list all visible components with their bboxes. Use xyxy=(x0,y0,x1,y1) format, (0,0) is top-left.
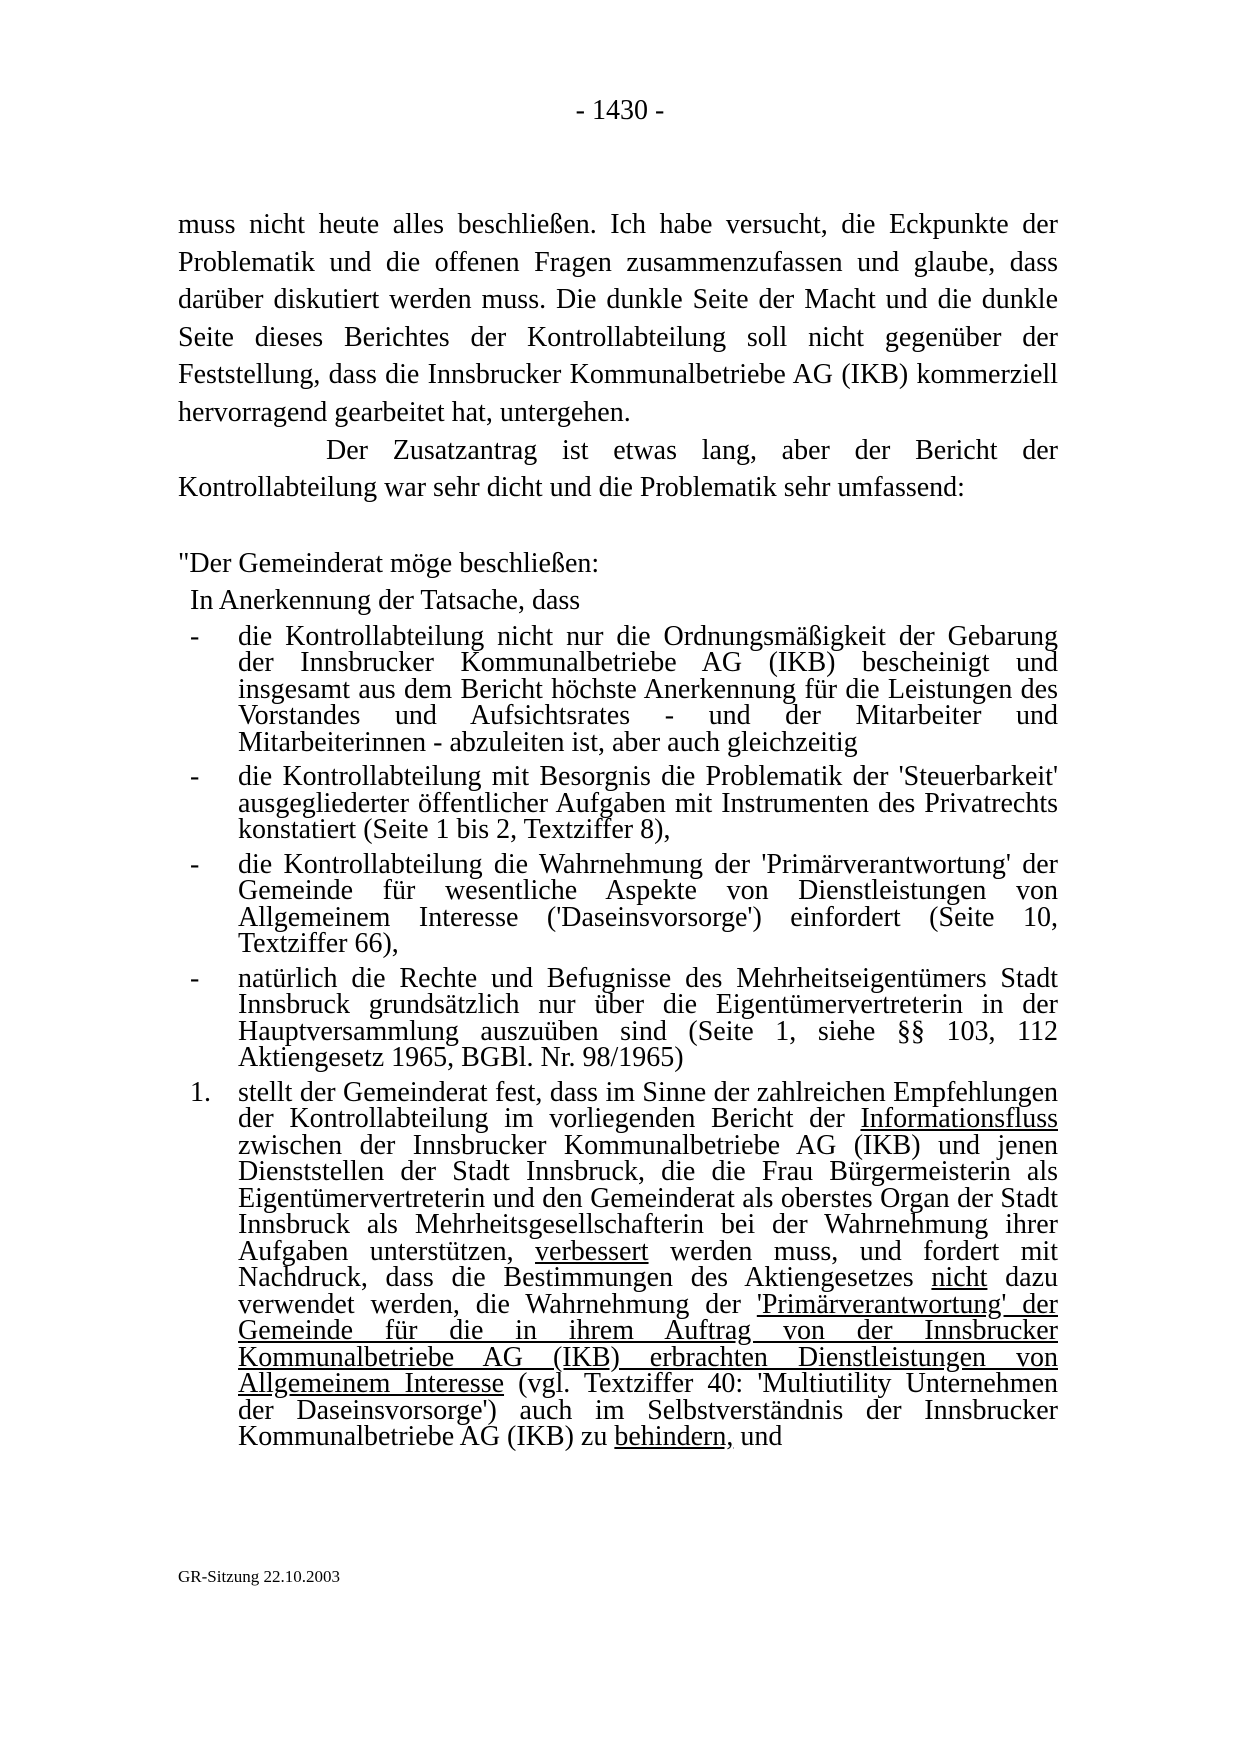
document-body xyxy=(178,206,1058,1451)
underlined-term-nicht: nicht xyxy=(931,1262,988,1294)
numbered-text-part: dazu verwendet werden, die Wahrnehmung der xyxy=(238,1262,1059,1320)
bullet-text: natürlich die Rechte und Befugnisse des Mehrheitseigentümers Stadt Innsbruck grundsätzlich nur über die Eigentümervertreterin in der Hauptversammlung auszuüben sind (Seite 1, siehe §§ 103, 112 Aktiengesetz 1965, BGBl. Nr. 98/1965) xyxy=(238,962,1058,1074)
bullet-item xyxy=(178,761,1058,846)
numbered-text-part: werden muss, und fordert mit Nachdruck, dass die Bestimmungen des Aktiengesetzes xyxy=(238,1235,1058,1294)
numbered-marker: 1. xyxy=(190,1076,211,1108)
numbered-text-part: (vgl. Textziffer 40: 'Multiutility Unternehmen der Daseinsvorsorge') auch im Selbstverständnis der Innsbrucker Kommunalbetriebe AG (IKB) zu xyxy=(238,1368,1059,1453)
paragraph-continuation: muss nicht heute alles beschließen. Ich habe versucht, die Eckpunkte der Problematik und die offenen Fragen zusammenzufassen und glaube, dass darüber diskutiert werden muss. Die dunkle Seite der Macht und die dunkle Seite dieses Berichtes der Kontrollabteilung soll nicht gegenüber der Feststellung, dass die Innsbrucker Kommunalbetriebe AG (IKB) kommerziell hervorragend gearbeitet hat, untergehen. xyxy=(178,209,1058,428)
paragraph-motion-preface: Der Zusatzantrag ist etwas lang, aber der Bericht der Kontrollabteilung war sehr dicht und die Problematik sehr umfassend: xyxy=(178,434,1058,504)
bullet-marker: - xyxy=(190,761,200,793)
bullet-marker: - xyxy=(190,848,200,880)
bullet-item xyxy=(178,962,1058,1074)
bullet-text: die Kontrollabteilung nicht nur die Ordnungsmäßigkeit der Gebarung der Innsbrucker Kommunalbetriebe AG (IKB) bescheinigt und insgesamt aus dem Bericht höchste Anerkennung für die Leistungen des Vorstandes und Aufsichtsrates - und der Mitarbeiter und Mitarbeiterinnen - abzuleiten ist, aber auch gleichzeitig xyxy=(238,620,1058,758)
page-number: - 1430 - xyxy=(575,95,665,126)
bullet-marker: - xyxy=(190,620,200,652)
recognition-intro: In Anerkennung der Tatsache, dass xyxy=(190,585,581,617)
bullet-text: die Kontrollabteilung die Wahrnehmung der 'Primärverantwortung' der Gemeinde für wesentliche Aspekte von Dienstleistungen von Allgemeinem Interesse ('Daseinsvorsorge') einfordert (Seite 10, Textziffer 66), xyxy=(238,848,1058,960)
underlined-term-verbessert: verbessert xyxy=(535,1235,649,1267)
numbered-text xyxy=(238,1076,1059,1453)
numbered-text-part: stellt der Gemeinderat fest, dass im Sinne der zahlreichen Empfehlungen der Kontrollabteilung im vorliegenden Bericht der xyxy=(238,1076,1058,1135)
underlined-term-informationsfluss: Informationsfluss xyxy=(860,1103,1058,1135)
underlined-phrase-primaerverantwortung: 'Primärverantwortung' der Gemeinde für die in ihrem Auftrag von der Innsbrucker Kommunalbetriebe AG (IKB) erbrachten Dienstleistungen von Allgemeinem Interesse xyxy=(238,1288,1058,1400)
numbered-text-part: zwischen der Innsbrucker Kommunalbetriebe AG (IKB) und jenen Dienststellen der Stadt Innsbruck, die die Frau Bürgermeisterin als Eigentümervertreterin und den Gemeinderat als oberstes Organ der Stadt Innsbruck als Mehrheitsgesellschafterin bei der Wahrnehmung ihrer Aufgaben unterstützen, xyxy=(238,1129,1058,1267)
bullet-text: die Kontrollabteilung mit Besorgnis die Problematik der 'Steuerbarkeit' ausgegliederter öffentlicher Aufgaben mit Instrumenten des Privatrechts konstatiert (Seite 1 bis 2, Textziffer 8), xyxy=(238,761,1058,846)
bullet-item xyxy=(178,620,1058,758)
underlined-term-behindern: behindern, xyxy=(614,1421,734,1453)
footer-session-date: GR-Sitzung 22.10.2003 xyxy=(178,1567,340,1586)
bullet-marker: - xyxy=(190,962,200,994)
numbered-item xyxy=(178,1076,1059,1453)
numbered-text-part: und xyxy=(733,1421,783,1453)
bullet-item xyxy=(178,848,1058,960)
motion-intro: "Der Gemeinderat möge beschließen: xyxy=(178,547,600,579)
